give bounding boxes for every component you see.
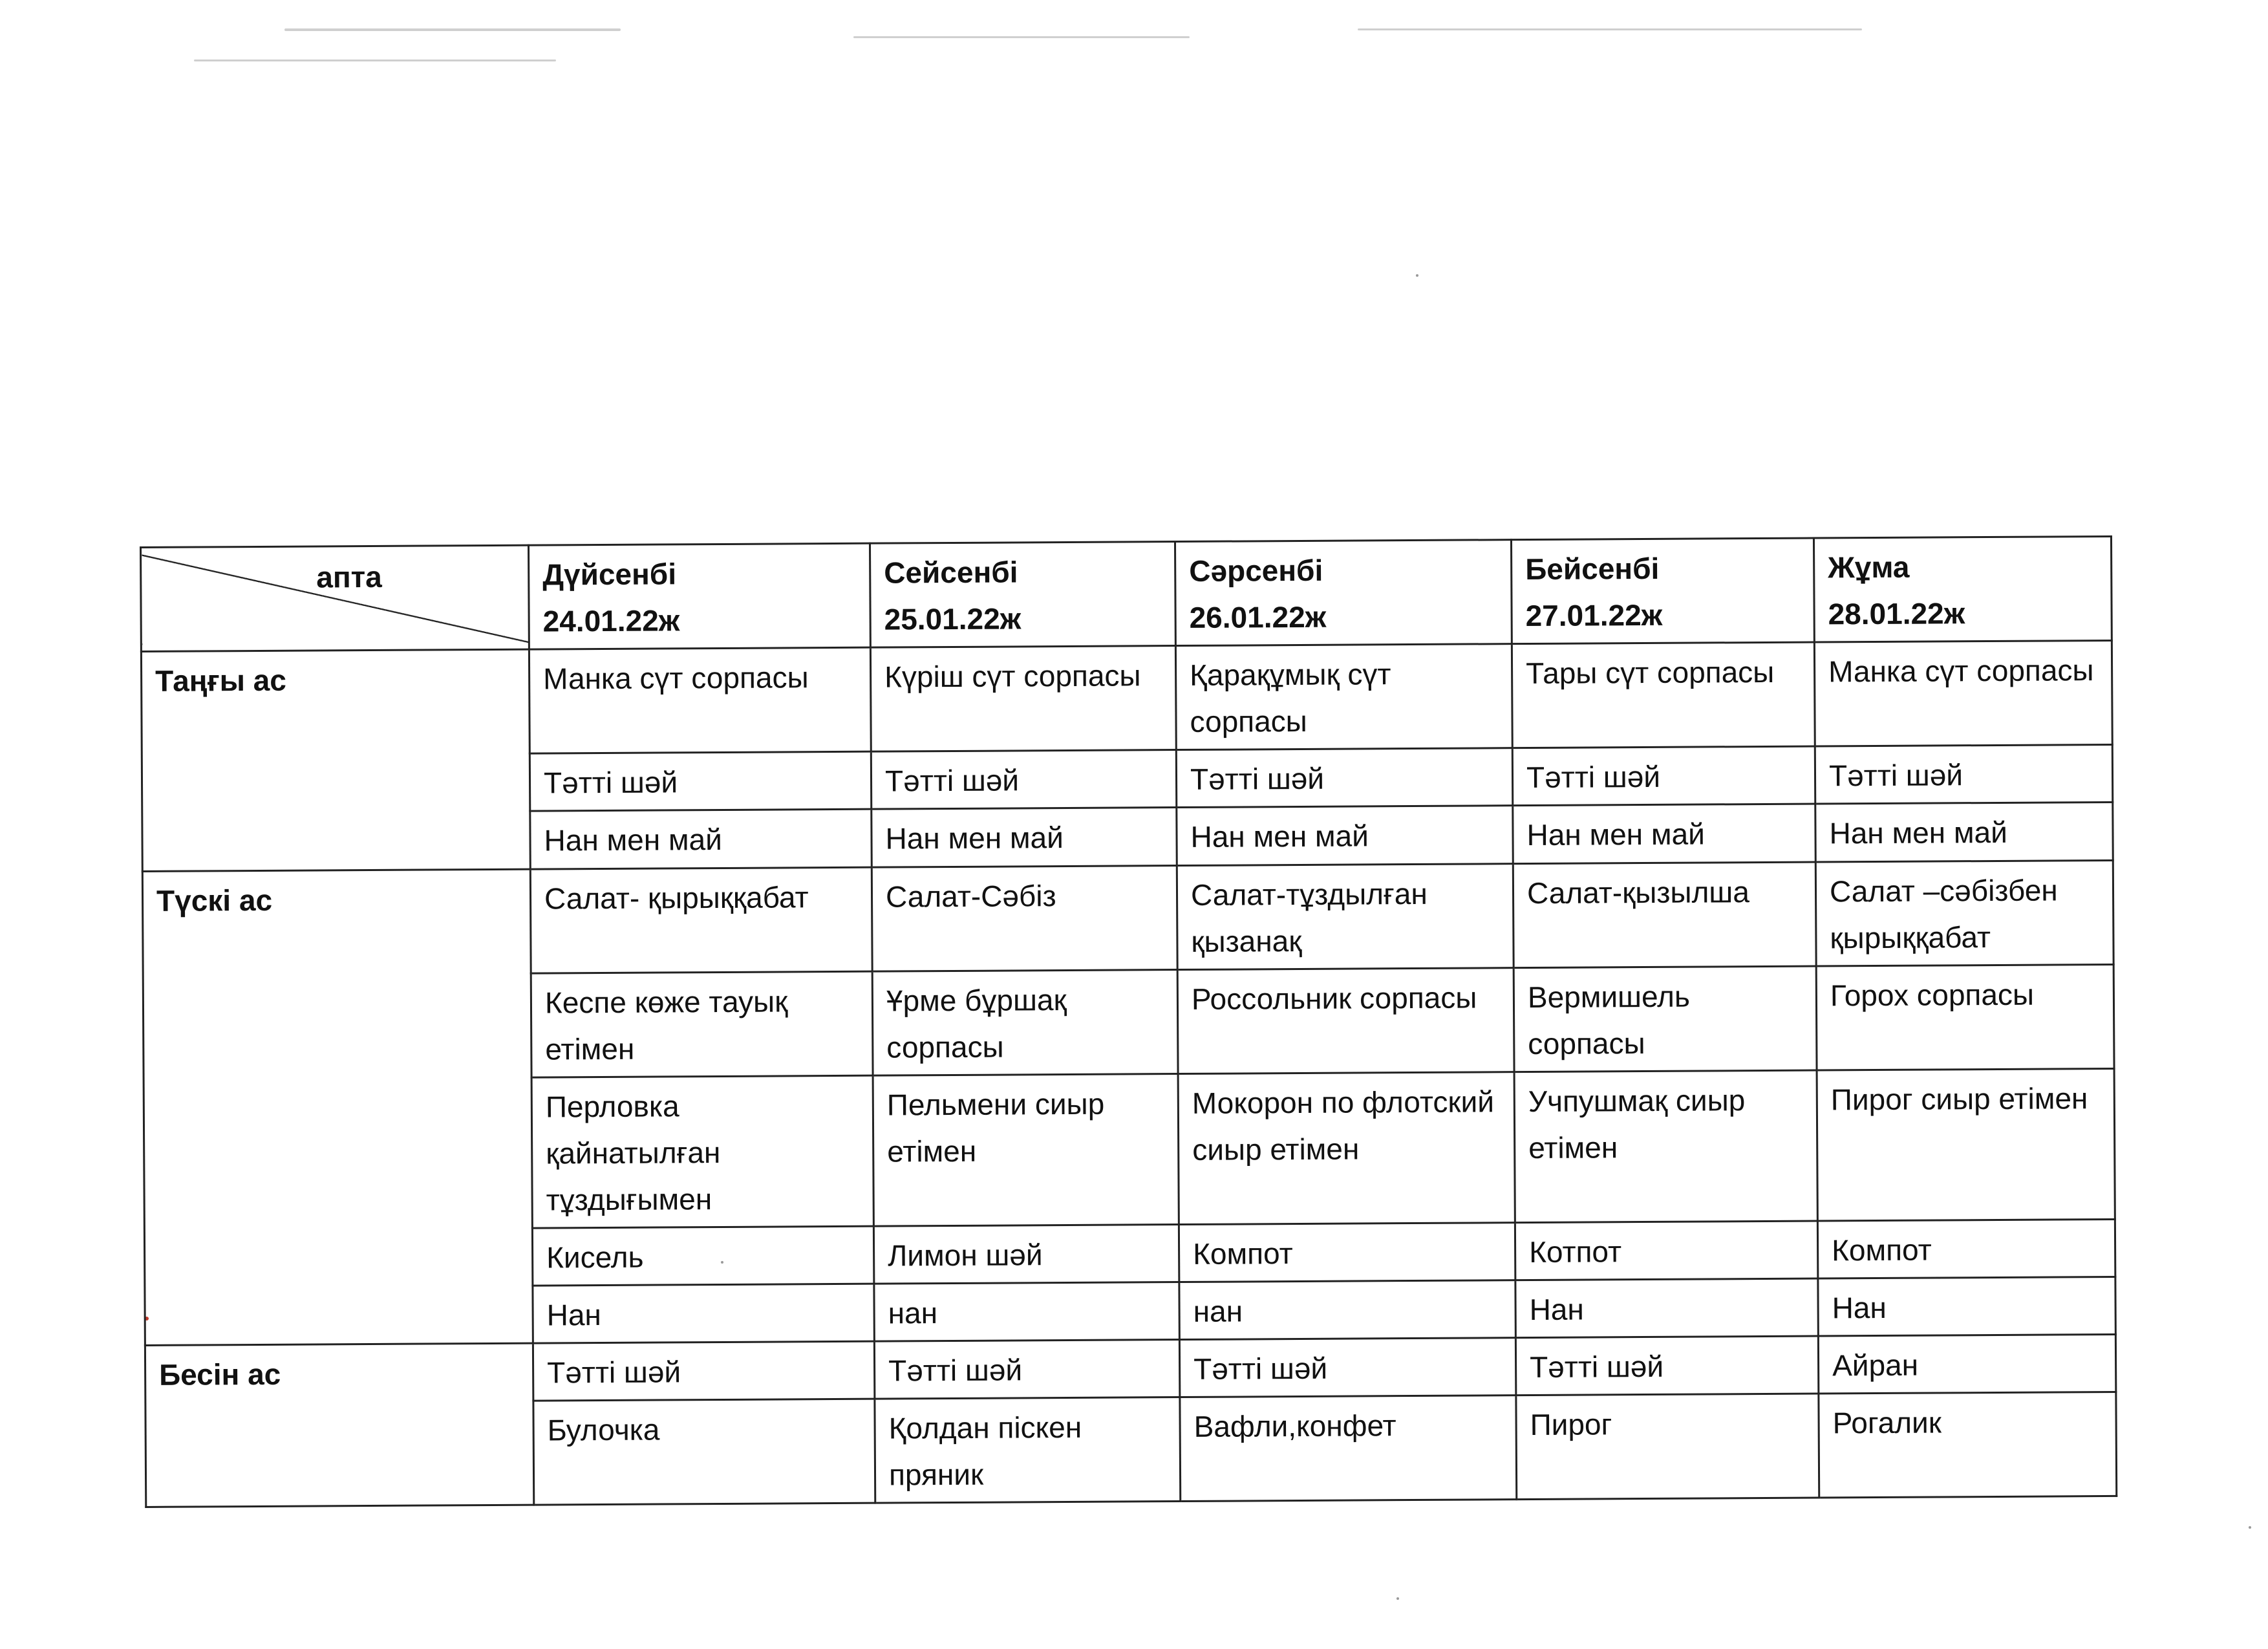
scan-artifact-line bbox=[194, 59, 556, 61]
menu-cell: нан bbox=[874, 1282, 1179, 1342]
menu-cell: Тәтті шәй bbox=[871, 750, 1176, 810]
menu-cell: Тәтті шәй bbox=[1515, 1336, 1818, 1396]
header-row bbox=[141, 536, 2112, 651]
menu-cell: Айран bbox=[1818, 1334, 2115, 1394]
day-date: 27.01.22ж bbox=[1525, 598, 1663, 633]
menu-cell: Нан bbox=[1818, 1277, 2115, 1336]
day-name: Сәрсенбі bbox=[1189, 553, 1323, 588]
menu-cell: Пельмени сиыр етімен bbox=[873, 1074, 1179, 1227]
menu-cell: Тәтті шәй bbox=[1815, 744, 2112, 804]
menu-cell: Лимон шәй bbox=[873, 1225, 1179, 1284]
menu-cell: Тәтті шәй bbox=[1176, 748, 1512, 808]
menu-cell: Мокорон по флотский сиыр етімен bbox=[1178, 1072, 1515, 1225]
menu-cell: Салат- қырыққабат bbox=[530, 867, 872, 973]
menu-cell: Қарақұмық сүт сорпасы bbox=[1175, 644, 1512, 750]
menu-cell: Нан bbox=[1515, 1278, 1818, 1338]
menu-cell: Нан мен май bbox=[1815, 802, 2113, 862]
menu-cell: Күріш сүт сорпасы bbox=[870, 646, 1176, 752]
day-header-monday bbox=[528, 543, 870, 649]
scan-speck bbox=[1396, 1597, 1399, 1600]
menu-cell: Ұрме бұршақ сорпасы bbox=[872, 970, 1178, 1076]
day-date: 26.01.22ж bbox=[1189, 599, 1327, 634]
menu-cell: Компот bbox=[1179, 1223, 1515, 1282]
day-header-friday bbox=[1813, 536, 2112, 642]
menu-cell: Учпушмақ сиыр етімен bbox=[1514, 1070, 1817, 1223]
scan-artifact-line bbox=[853, 36, 1190, 38]
menu-row bbox=[142, 860, 2113, 975]
menu-cell: Тәтті шәй bbox=[530, 751, 871, 811]
menu-cell: Салат-Сәбіз bbox=[872, 866, 1177, 972]
day-name: Бейсенбі bbox=[1525, 551, 1660, 587]
menu-cell: Перловка қайнатылған тұздығымен bbox=[531, 1075, 873, 1228]
menu-cell: Булочка bbox=[533, 1399, 875, 1505]
day-header-thursday bbox=[1511, 538, 1814, 644]
menu-cell: Россольник сорпасы bbox=[1177, 968, 1514, 1074]
meal-label-lunch: Түскі ас bbox=[142, 869, 533, 1345]
menu-cell: Салат-қызылша bbox=[1513, 862, 1816, 968]
menu-cell: Пирог bbox=[1516, 1394, 1819, 1500]
menu-cell: Манка сүт сорпасы bbox=[1814, 640, 2112, 746]
menu-cell: Тәтті шәй bbox=[874, 1340, 1179, 1399]
menu-row bbox=[145, 1334, 2115, 1403]
day-header-wednesday bbox=[1175, 540, 1512, 646]
menu-cell: Горох сорпасы bbox=[1816, 964, 2114, 1070]
menu-cell: Нан мен май bbox=[1513, 804, 1815, 864]
menu-cell: Кеспе көже тауық етімен bbox=[531, 971, 873, 1077]
menu-cell: Пирог сиыр етімен bbox=[1817, 1068, 2115, 1221]
day-name: Сейсенбі bbox=[884, 555, 1018, 590]
scan-speck bbox=[2249, 1526, 2251, 1529]
menu-cell: Нан мен май bbox=[872, 808, 1177, 868]
day-date: 25.01.22ж bbox=[884, 601, 1022, 636]
corner-cell bbox=[141, 545, 530, 651]
scan-artifact-line bbox=[284, 28, 621, 31]
menu-cell: Тары сүт сорпасы bbox=[1512, 642, 1815, 748]
menu-row bbox=[141, 640, 2112, 755]
day-name: Дүйсенбі bbox=[542, 557, 677, 592]
meal-label-snack: Бесін ас bbox=[145, 1343, 533, 1507]
menu-cell: Тәтті шәй bbox=[533, 1341, 874, 1401]
menu-cell: Салат –сәбізбен қырыққабат bbox=[1815, 860, 2113, 966]
menu-cell: Қолдан піскен пряник bbox=[875, 1397, 1181, 1503]
menu-cell: Вермишель сорпасы bbox=[1514, 966, 1817, 1072]
day-date: 28.01.22ж bbox=[1828, 596, 1965, 631]
menu-cell: Салат-тұздылған қызанақ bbox=[1177, 864, 1514, 970]
week-label: апта bbox=[316, 559, 382, 594]
weekly-menu-table bbox=[140, 535, 2117, 1508]
menu-cell: Манка сүт сорпасы bbox=[529, 647, 871, 753]
menu-cell: Рогалик bbox=[1819, 1392, 2117, 1498]
meal-label-breakfast: Таңғы ас bbox=[141, 649, 530, 871]
menu-cell: Нан мен май bbox=[1177, 806, 1513, 866]
menu-cell: нан bbox=[1179, 1280, 1515, 1340]
scan-artifact-line bbox=[1358, 28, 1862, 30]
menu-cell: Вафли,конфет bbox=[1180, 1396, 1517, 1502]
menu-cell: Компот bbox=[1817, 1219, 2115, 1278]
menu-cell: Нан bbox=[533, 1284, 874, 1343]
menu-cell: Тәтті шәй bbox=[1512, 746, 1815, 806]
menu-cell: Тәтті шәй bbox=[1179, 1338, 1515, 1397]
menu-cell: Котпот bbox=[1515, 1221, 1817, 1280]
menu-cell: Кисель bbox=[532, 1226, 873, 1286]
menu-cell: Нан мен май bbox=[530, 809, 872, 869]
day-header-tuesday bbox=[870, 542, 1175, 648]
scan-speck bbox=[1416, 274, 1418, 277]
day-date: 24.01.22ж bbox=[542, 603, 680, 638]
day-name: Жұма bbox=[1828, 550, 1910, 585]
